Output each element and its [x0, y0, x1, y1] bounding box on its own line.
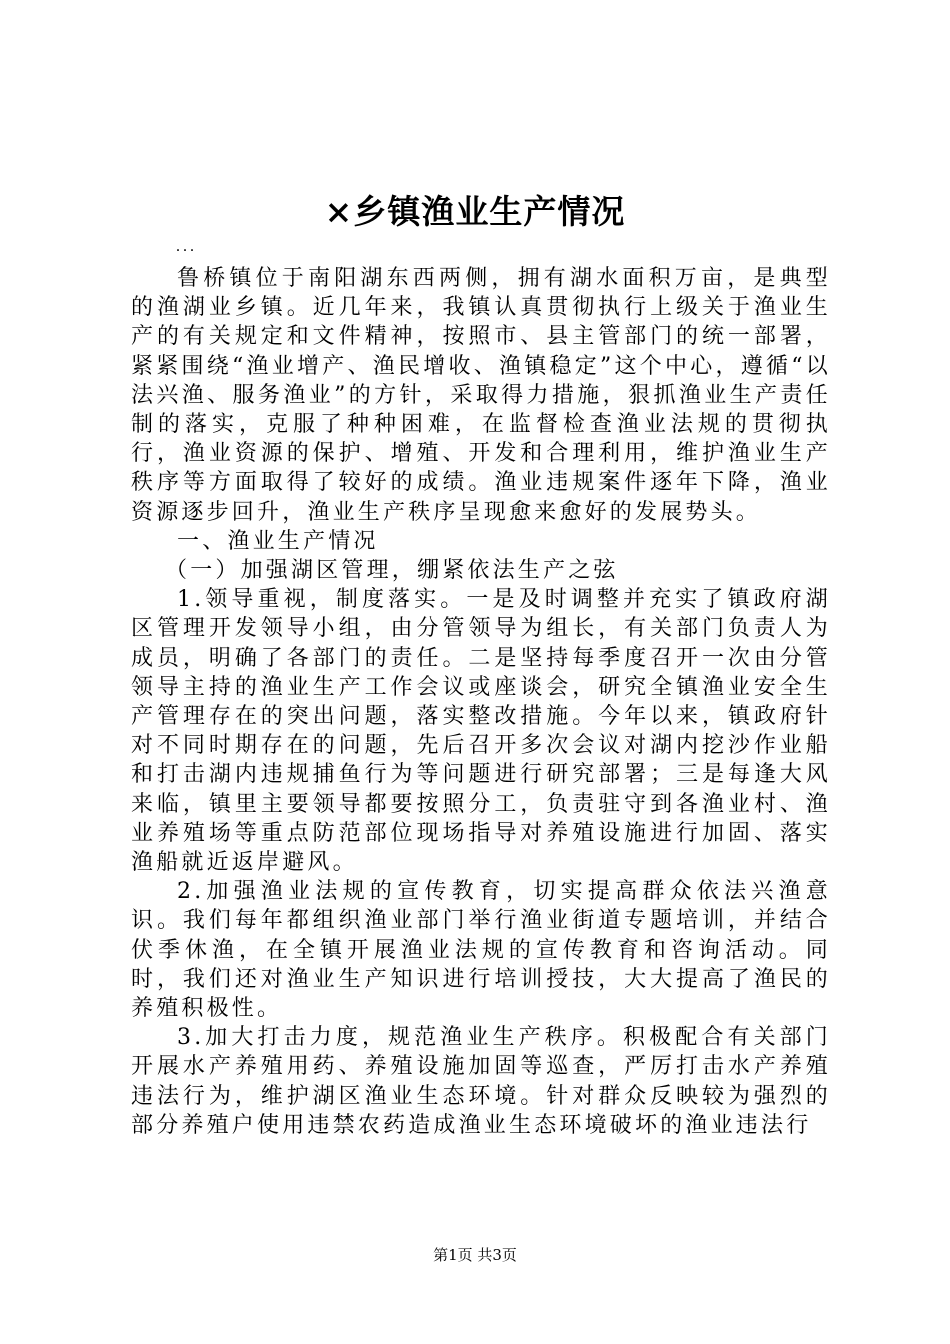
section-heading: 一、渔业生产情况: [177, 528, 379, 554]
ellipsis-marker: ...: [176, 238, 197, 255]
document-title: ×乡镇渔业生产情况: [324, 192, 626, 231]
intro-paragraph: 鲁桥镇位于南阳湖东西两侧，拥有湖水面积万亩，是典型的渔湖业乡镇。近几年来，我镇认真贯彻执行上级关于渔业生产的有关规定和文件精神，按照市、县主管部门的统一部署，紧紧围绕“渔业增产、渔民增收、渔镇稳定”这个中心，遵循“以法兴渔、服务渔业”的方针，采取得力措施，狠抓渔业生产责任制的落实，克服了种种困难，在监督检查渔业法规的贯彻执行，渔业资源的保护、增殖、开发和合理利用，维护渔业生产秩序等方面取得了较好的成绩。渔业违规案件逐年下降，渔业资源逐步回升，渔业生产秩序呈现愈来愈好的发展势头。: [131, 266, 831, 525]
item-paragraph-1: 1.领导重视，制度落实。一是及时调整并充实了镇政府湖区管理开发领导小组，由分管领导为组长，有关部门负责人为成员，明确了各部门的责任。二是坚持每季度召开一次由分管领导主持的渔业生产工作会议或座谈会，研究全镇渔业安全生产管理存在的突出问题，落实整改措施。今年以来，镇政府针对不同时期存在的问题，先后召开多次会议对湖内挖沙作业船和打击湖内违规捕鱼行为等问题进行研究部署；三是每逢大风来临，镇里主要领导都要按照分工，负责驻守到各渔业村、渔业养殖场等重点防范部位现场指导对养殖设施进行加固、落实渔船就近返岸避风。: [131, 587, 831, 876]
item-paragraph-2: 2.加强渔业法规的宣传教育，切实提高群众依法兴渔意识。我们每年都组织渔业部门举行渔业街道专题培训，并结合伏季休渔，在全镇开展渔业法规的宣传教育和咨询活动。同时，我们还对渔业生产知识进行培训授技，大大提高了渔民的养殖积极性。: [131, 879, 831, 1022]
page-footer: 第1页 共3页: [433, 1246, 517, 1264]
document-body: [131, 264, 831, 1140]
subsection-heading: （一）加强湖区管理，绷紧依法生产之弦: [165, 558, 619, 584]
item-paragraph-3: 3.加大打击力度，规范渔业生产秩序。积极配合有关部门开展水产养殖用药、养殖设施加固等巡查，严厉打击水产养殖违法行为，维护湖区渔业生态环境。针对群众反映较为强烈的部分养殖户使用违禁农药造成渔业生态环境破坏的渔业违法行: [131, 1025, 831, 1138]
